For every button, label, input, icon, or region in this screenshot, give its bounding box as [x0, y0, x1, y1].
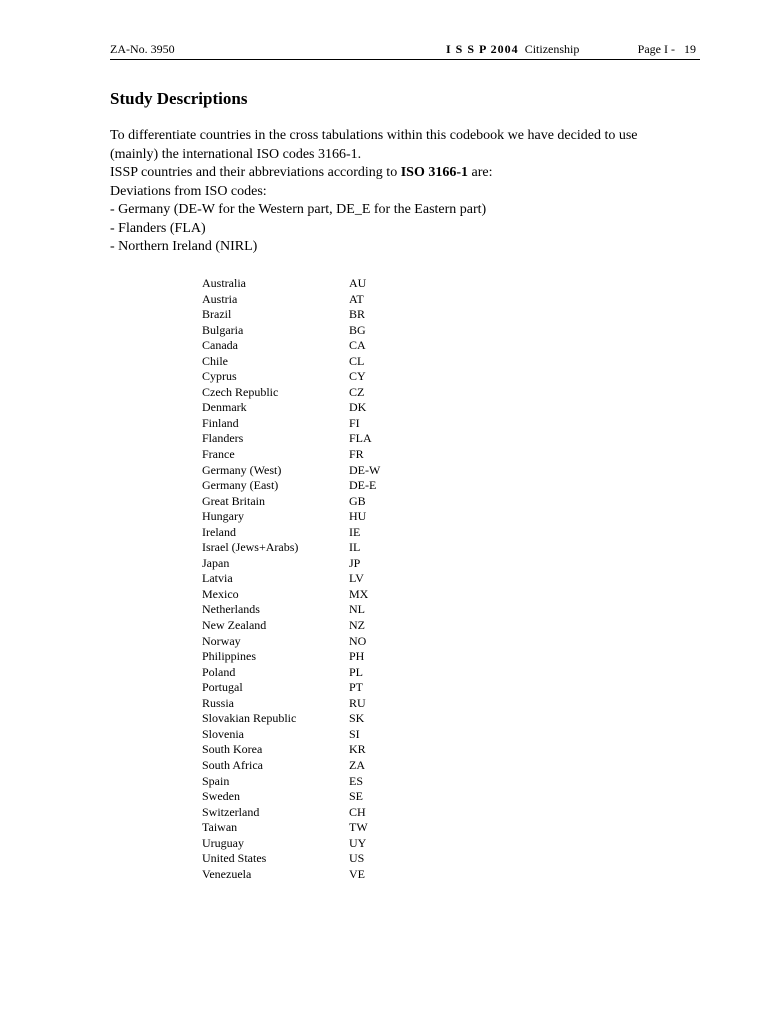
intro-line — [110, 164, 710, 183]
table-row — [202, 494, 422, 510]
country-name: Poland — [202, 664, 236, 679]
country-name: Japan — [202, 555, 230, 570]
country-code: NZ — [349, 618, 365, 633]
country-code: FI — [349, 415, 360, 430]
country-name: Czech Republic — [202, 384, 279, 399]
intro-line: (mainly) the international ISO codes 3166-1. — [110, 146, 362, 162]
table-row — [202, 711, 422, 727]
country-code: NL — [349, 602, 365, 617]
country-name: Russia — [202, 695, 235, 710]
country-name: New Zealand — [202, 618, 267, 633]
deviation-item: - Germany (DE-W for the Western part, DE_E for the Eastern part) — [110, 202, 487, 217]
country-code: HU — [349, 509, 367, 524]
country-name: Sweden — [202, 789, 240, 804]
table-row — [202, 820, 422, 836]
country-name: Brazil — [202, 307, 232, 322]
table-row — [202, 649, 422, 665]
country-name: Germany (East) — [202, 478, 279, 493]
table-row — [202, 307, 422, 323]
country-name: Flanders — [202, 431, 244, 446]
table-row — [202, 385, 422, 401]
country-name: United States — [202, 851, 267, 866]
country-name: Norway — [202, 633, 241, 648]
table-row — [202, 478, 422, 494]
country-code: MX — [349, 586, 369, 601]
country-name: Portugal — [202, 680, 243, 695]
country-name: Cyprus — [202, 369, 237, 384]
country-code: IE — [349, 524, 361, 539]
country-name: Philippines — [202, 649, 257, 664]
country-name: Slovakian Republic — [202, 711, 297, 726]
country-code: BG — [349, 322, 366, 337]
table-row — [202, 618, 422, 634]
country-name: Germany (West) — [202, 462, 282, 477]
page-number: Page I - 19 — [637, 42, 696, 56]
country-name: Great Britain — [202, 493, 265, 508]
intro-line-pre: ISSP countries and their abbreviations according to — [110, 165, 401, 180]
country-code: GB — [349, 493, 366, 508]
country-code: KR — [349, 742, 366, 757]
table-row — [202, 369, 422, 385]
country-name: Ireland — [202, 524, 236, 539]
country-name: Taiwan — [202, 820, 238, 835]
country-code: DE-E — [349, 478, 377, 493]
country-name: Mexico — [202, 586, 239, 601]
country-code: US — [349, 851, 365, 866]
country-name: South Korea — [202, 742, 263, 757]
country-code: CY — [349, 369, 366, 384]
header-study-title — [446, 42, 579, 57]
intro-line: Deviations from ISO codes: — [110, 183, 267, 199]
country-code: BR — [349, 307, 366, 322]
table-row — [202, 789, 422, 805]
table-row — [202, 836, 422, 852]
table-row — [202, 727, 422, 743]
table-row — [202, 571, 422, 587]
country-name: Latvia — [202, 571, 233, 586]
table-row — [202, 851, 422, 867]
table-row — [202, 323, 422, 339]
table-row — [202, 540, 422, 556]
table-row — [202, 774, 422, 790]
country-code: PT — [349, 680, 364, 695]
table-row — [202, 354, 422, 370]
country-code: IL — [349, 540, 361, 555]
iso-standard: ISO 3166-1 — [400, 165, 468, 180]
table-row — [202, 556, 422, 572]
table-row — [202, 276, 422, 292]
table-row — [202, 805, 422, 821]
country-code: NO — [349, 633, 367, 648]
country-code: RU — [349, 695, 366, 710]
table-row — [202, 867, 422, 883]
deviation-item: - Northern Ireland (NIRL) — [110, 239, 258, 254]
country-code: JP — [349, 555, 361, 570]
deviation-item: - Flanders (FLA) — [110, 220, 206, 236]
table-row — [202, 742, 422, 758]
country-code: SI — [349, 726, 360, 741]
country-code: TW — [349, 820, 368, 835]
table-row — [202, 400, 422, 416]
country-code: DK — [349, 400, 367, 415]
table-row — [202, 525, 422, 541]
table-row — [202, 758, 422, 774]
study-name: I S S P 2004 — [446, 42, 519, 56]
country-code: ES — [349, 773, 364, 788]
intro-line: To differentiate countries in the cross tabulations within this codebook we have decided to use — [110, 128, 638, 143]
table-row — [202, 696, 422, 712]
country-code: UY — [349, 835, 367, 850]
country-name: Bulgaria — [202, 322, 244, 337]
country-name: Spain — [202, 773, 230, 788]
country-code: VE — [349, 866, 365, 881]
country-name: Finland — [202, 415, 239, 430]
country-code: SE — [349, 789, 364, 804]
country-code: CH — [349, 804, 366, 819]
country-code: PH — [349, 649, 365, 664]
country-code: FLA — [349, 431, 372, 446]
country-name: South Africa — [202, 757, 263, 772]
country-code: SK — [349, 711, 365, 726]
country-code: LV — [349, 571, 364, 586]
country-name: Chile — [202, 353, 228, 368]
page-header — [110, 40, 700, 60]
country-name: Australia — [202, 276, 246, 290]
country-name: Slovenia — [202, 726, 244, 741]
country-name: Israel (Jews+Arabs) — [202, 540, 299, 555]
study-topic: Citizenship — [524, 42, 580, 56]
table-row — [202, 292, 422, 308]
country-code: DE-W — [349, 462, 381, 477]
country-name: Netherlands — [202, 602, 260, 617]
table-row — [202, 338, 422, 354]
country-code: ZA — [349, 757, 365, 772]
intro-text — [110, 127, 710, 257]
country-code: CZ — [349, 384, 365, 399]
country-name: Canada — [202, 338, 238, 353]
country-name: Switzerland — [202, 804, 260, 819]
table-row — [202, 665, 422, 681]
table-row — [202, 602, 422, 618]
country-code: FR — [349, 447, 364, 462]
country-code-table — [202, 276, 422, 882]
country-code: AT — [349, 291, 364, 306]
country-code: PL — [349, 664, 364, 679]
country-code: CL — [349, 353, 365, 368]
table-row — [202, 509, 422, 525]
section-title: Study Descriptions — [110, 89, 248, 108]
country-code: CA — [349, 338, 366, 353]
country-name: Hungary — [202, 509, 244, 524]
table-row — [202, 416, 422, 432]
country-name: Austria — [202, 291, 238, 306]
country-code: AU — [349, 276, 367, 290]
table-row — [202, 587, 422, 603]
table-row — [202, 463, 422, 479]
table-row — [202, 431, 422, 447]
country-name: Uruguay — [202, 835, 244, 850]
country-name: Venezuela — [202, 866, 252, 881]
country-name: Denmark — [202, 400, 247, 415]
intro-line-post: are: — [468, 165, 493, 180]
country-name: France — [202, 447, 235, 462]
archive-number: ZA-No. 3950 — [110, 42, 175, 56]
table-row — [202, 680, 422, 696]
table-row — [202, 447, 422, 463]
table-row — [202, 634, 422, 650]
